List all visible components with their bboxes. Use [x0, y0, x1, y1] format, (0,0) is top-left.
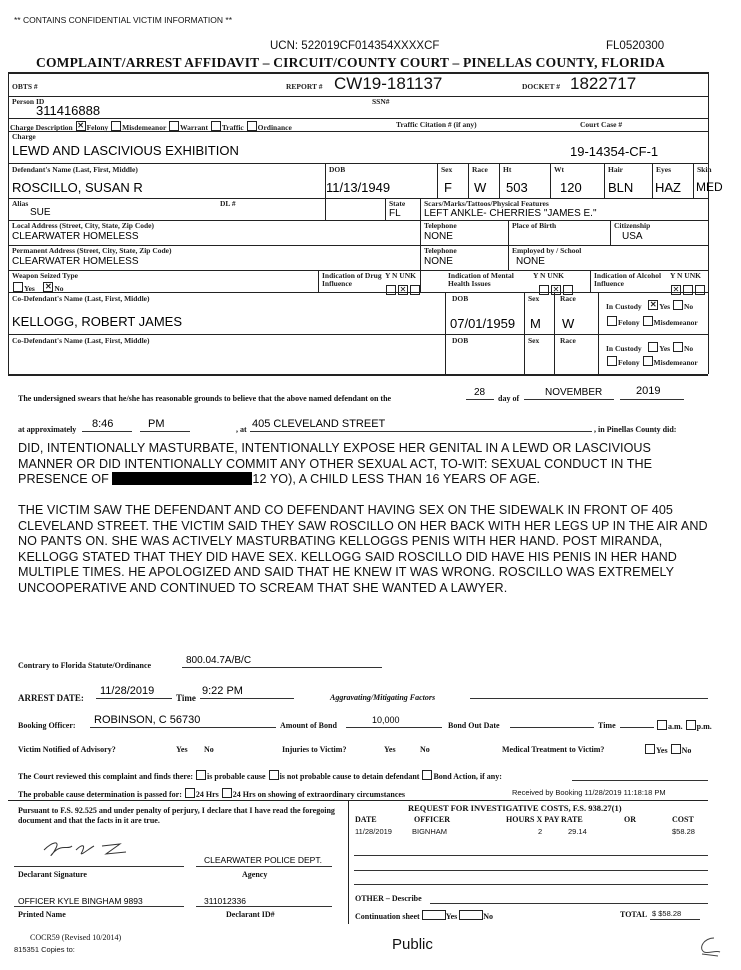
- defendant-hair: BLN: [608, 180, 634, 195]
- race-label: Race: [472, 165, 488, 174]
- hrs24-checkbox[interactable]: [185, 788, 195, 798]
- alias-label: Alias: [12, 199, 29, 208]
- probable-checkbox[interactable]: [196, 770, 206, 780]
- charge-desc-row: [10, 121, 292, 132]
- alcohol-unk-checkbox[interactable]: [695, 285, 705, 295]
- codef1-misd: Misdemeanor: [653, 318, 698, 327]
- printed-name: OFFICER KYLE BINGHAM 9893: [18, 896, 143, 906]
- ucn-number: UCN: 522019CF014354XXXXCF: [270, 40, 440, 52]
- border-left: [8, 72, 9, 374]
- county-did-label: , in Pinellas County did:: [594, 425, 677, 434]
- document-title: COMPLAINT/ARREST AFFIDAVIT – CIRCUIT/COUNTY COURT – PINELLAS COUNTY, FLORIDA: [36, 55, 665, 70]
- form-revision: COCR59 (Revised 10/2014): [30, 933, 122, 942]
- divider: [610, 220, 611, 245]
- divider: [437, 163, 438, 198]
- citizenship-label: Citizenship: [614, 221, 651, 230]
- person-id: 311416888: [36, 103, 101, 118]
- citizenship: USA: [622, 231, 643, 242]
- defendant-state: FL: [389, 208, 401, 219]
- initial-mark: [694, 934, 724, 958]
- determination-row: [18, 788, 405, 799]
- underline: [524, 399, 614, 400]
- declarant-id: 311012336: [204, 896, 246, 906]
- ordinance-checkbox[interactable]: [247, 121, 257, 131]
- bond-action-checkbox[interactable]: [422, 770, 432, 780]
- victim-notified-yes[interactable]: Yes: [176, 745, 188, 754]
- costs-title: REQUEST FOR INVESTIGATIVE COSTS, F.S. 938.27(1): [408, 803, 622, 813]
- probable-label: is probable cause: [207, 772, 266, 781]
- codef2-custody-no-checkbox[interactable]: [673, 342, 683, 352]
- perjury-text: Pursuant to F.S. 92.525 and under penalty of perjury, I declare that I have read the foregoing document and that the facts in it are true.: [18, 806, 335, 825]
- codef1-custody-yes-checkbox[interactable]: [648, 300, 658, 310]
- continuation-yes-box[interactable]: [422, 910, 446, 920]
- underline: [140, 431, 190, 432]
- hrs24-extra-label: 24 Hrs on showing of extraordinary circumstances: [232, 790, 406, 799]
- codef2-custody-label: In Custody: [606, 344, 642, 353]
- costs-date: 11/28/2019: [355, 827, 392, 836]
- arrest-date-label: ARREST DATE:: [18, 693, 84, 703]
- codef2-felony-checkbox[interactable]: [607, 356, 617, 366]
- defendant-sex: F: [444, 180, 452, 195]
- hrs24-label: 24 Hrs: [195, 790, 219, 799]
- divider: [468, 163, 469, 198]
- rule: [8, 334, 708, 335]
- rule: [8, 800, 708, 801]
- perm-address: CLEARWATER HOMELESS: [12, 256, 139, 267]
- court-case-number: 19-14354-CF-1: [570, 144, 659, 159]
- form-code: FL0520300: [606, 40, 665, 52]
- defendant-skin: MED: [696, 180, 723, 194]
- felony-label: Felony: [86, 123, 109, 132]
- person-id-label: Person ID: [12, 97, 45, 106]
- telephone: NONE: [424, 231, 453, 242]
- am-checkbox[interactable]: [657, 720, 667, 730]
- at-approx-label: at approximately: [18, 425, 77, 434]
- officer-signature: [42, 836, 152, 862]
- court-review-label: The Court reviewed this complaint and finds there:: [18, 772, 194, 781]
- codef1-custody-yes: Yes: [659, 302, 671, 311]
- ssn-label: SSN#: [372, 97, 390, 106]
- dl-label: DL #: [220, 199, 236, 208]
- underline: [14, 866, 184, 867]
- telephone2: NONE: [424, 256, 453, 267]
- public-stamp: Public: [392, 936, 433, 953]
- codef1-race-label: Race: [560, 294, 576, 303]
- underline: [200, 698, 294, 699]
- misdemeanor-label: Misdemeanor: [122, 123, 167, 132]
- bond-label: Amount of Bond: [280, 721, 337, 730]
- received-by-booking: Received by Booking 11/28/2019 11:18:18 PM: [512, 788, 666, 797]
- divider: [499, 163, 500, 198]
- divider: [420, 198, 421, 292]
- bond-amount: 10,000: [372, 715, 400, 725]
- injuries-no[interactable]: No: [420, 745, 430, 754]
- agency: CLEARWATER POLICE DEPT.: [204, 855, 322, 865]
- divider: [550, 163, 551, 198]
- sex-label: Sex: [441, 165, 453, 174]
- obts-label: OBTS #: [12, 82, 38, 91]
- codef2-custody-yes-checkbox[interactable]: [648, 342, 658, 352]
- charge-label: Charge: [12, 132, 36, 141]
- codef2-dob-label: DOB: [452, 336, 469, 345]
- codef2-level: [606, 356, 698, 367]
- continuation-no-box[interactable]: [459, 910, 483, 920]
- codef1-custody-no-checkbox[interactable]: [673, 300, 683, 310]
- mental-label: Indication of Mental Health Issues: [448, 271, 514, 288]
- underline: [620, 727, 654, 728]
- offense-time: 8:46: [92, 418, 114, 430]
- defendant-name: ROSCILLO, SUSAN R: [12, 180, 143, 195]
- hrs24-extra-checkbox[interactable]: [222, 788, 232, 798]
- mental-y-checkbox[interactable]: [539, 285, 549, 295]
- felony-checkbox[interactable]: [76, 121, 86, 131]
- underline: [196, 866, 332, 867]
- rule: [8, 292, 708, 293]
- employed: NONE: [516, 256, 545, 267]
- medical-no: No: [681, 746, 692, 755]
- divider: [652, 163, 653, 198]
- drug-y-checkbox[interactable]: [386, 285, 396, 295]
- defendant-dob: 11/13/1949: [326, 180, 391, 195]
- codef1-name: KELLOGG, ROBERT JAMES: [12, 314, 183, 329]
- codef1-sex: M: [530, 316, 541, 331]
- underline: [354, 855, 708, 856]
- booking-officer-label: Booking Officer:: [18, 721, 76, 730]
- defendant-eyes: HAZ: [655, 180, 681, 195]
- codef1-felony-checkbox[interactable]: [607, 316, 617, 326]
- underline: [182, 667, 382, 668]
- underline: [510, 727, 594, 728]
- telephone-label: Telephone: [424, 221, 457, 230]
- codef1-dob: 07/01/1959: [450, 316, 516, 331]
- medical-label: Medical Treatment to Victim?: [502, 745, 605, 754]
- telephone2-label: Telephone: [424, 246, 457, 255]
- swear-text: The undersigned swears that he/she has reasonable grounds to believe that the above named defendant on the: [18, 394, 392, 403]
- charge-name: LEWD AND LASCIVIOUS EXHIBITION: [12, 143, 239, 158]
- weapon-yes-checkbox[interactable]: [13, 282, 23, 292]
- mental-yn-header: Y N UNK: [533, 271, 564, 280]
- pob-label: Place of Birth: [512, 221, 557, 230]
- rule: [8, 198, 708, 199]
- underline: [572, 780, 708, 781]
- offense-ampm: PM: [148, 418, 165, 430]
- underline: [354, 884, 708, 885]
- medical-options: [644, 744, 691, 755]
- codef2-custody: [606, 342, 693, 353]
- rule: [8, 374, 708, 376]
- divider: [554, 292, 555, 374]
- costs-date-header: DATE: [355, 815, 377, 824]
- drug-yn-header: Y N UNK: [385, 271, 416, 280]
- hair-label: Hair: [608, 165, 623, 174]
- charge-text-2: 12 YO), A CHILD LESS THAN 16 YEARS OF AGE.: [252, 472, 541, 487]
- drug-unk-checkbox[interactable]: [410, 285, 420, 295]
- statute: 800.04.7A/B/C: [186, 655, 252, 666]
- offense-location: 405 CLEVELAND STREET: [252, 418, 386, 430]
- ordinance-label: Ordinance: [257, 123, 292, 132]
- codef1-name-label: Co-Defendant's Name (Last, First, Middle): [12, 294, 150, 303]
- divider: [604, 163, 605, 198]
- dob-label: DOB: [329, 165, 346, 174]
- copies-to: 815351 Copies to:: [14, 945, 75, 954]
- defendant-race: W: [474, 180, 487, 195]
- weapon-no-label: No: [54, 284, 64, 293]
- underline: [620, 399, 684, 400]
- injuries-yes[interactable]: Yes: [384, 745, 396, 754]
- underline: [14, 906, 184, 907]
- defendant-scars: LEFT ANKLE- CHERRIES "JAMES E.": [424, 208, 597, 219]
- continuation-no: No: [483, 912, 494, 921]
- underline: [346, 727, 442, 728]
- codef1-custody-label: In Custody: [606, 302, 642, 311]
- redaction-bar: [112, 472, 252, 485]
- underline: [650, 919, 700, 920]
- victim-notified-label: Victim Notified of Advisory?: [18, 745, 116, 754]
- not-probable-checkbox[interactable]: [269, 770, 279, 780]
- codef2-misd: Misdemeanor: [653, 358, 698, 367]
- employed-label: Employed by / School: [512, 246, 582, 255]
- court-review-row: [18, 770, 502, 781]
- medical-yes: Yes: [656, 746, 668, 755]
- pm-label: p.m.: [696, 722, 712, 731]
- codef2-sex-label: Sex: [528, 336, 540, 345]
- underline: [196, 906, 332, 907]
- citation-label: Traffic Citation # (if any): [396, 120, 477, 129]
- arrest-date: 11/28/2019: [100, 685, 155, 697]
- divider: [445, 292, 446, 374]
- local-address: CLEARWATER HOMELESS: [12, 231, 139, 242]
- agency-label: Agency: [242, 870, 268, 879]
- narrative: THE VICTIM SAW THE DEFENDANT AND CO DEFENDANT HAVING SEX ON THE SIDEWALK IN FRONT OF 405 CLEVELAND STREET. THE VICTIM SAID THEY SAW ROSCILLO ON HER BACK WITH HER LEGS UP IN THE AIR AND NO PANTS ON. SHE WAS ACTIVELY MASTURBATING KELLOGGS PENIS WITH HER HAND. POST MIRANDA, KELLOGG STATED THAT THEY DID HAVE SEX. KELLOGG SAID ROSCILLO DID HAVE HIS PENIS IN HER HAND MULTIPLE TIMES. HE APOLOGIZED AND SAID THAT HE KNEW IT WAS WRONG. ROSCILLO WAS EXTREMELY UNCOOPERATIVE AND CONTINUED TO SCREAM THAT SHE WANTED A LAWYER.: [18, 503, 708, 595]
- border-right: [708, 72, 709, 374]
- underline: [466, 399, 494, 400]
- day-of-label: day of: [498, 394, 520, 403]
- divider: [318, 270, 319, 292]
- codef2-name-label: Co-Defendant's Name (Last, First, Middle): [12, 336, 150, 345]
- codef1-level: [606, 316, 698, 327]
- scars-label: Scars/Marks/Tattoos/Physical Features: [424, 199, 549, 208]
- docket-label: DOCKET #: [522, 82, 560, 91]
- defendant-weight: 120: [560, 180, 582, 195]
- other-label: OTHER – Describe: [355, 894, 422, 903]
- booking-officer: ROBINSON, C 56730: [94, 714, 201, 726]
- weight-label: Wt: [554, 165, 564, 174]
- underline: [250, 431, 592, 432]
- alcohol-yn-header: Y N UNK: [670, 271, 701, 280]
- statute-label: Contrary to Florida Statute/Ordinance: [18, 661, 152, 670]
- ampm-options: [656, 720, 712, 731]
- continuation-row: [355, 910, 493, 921]
- height-label: Ht: [503, 165, 512, 174]
- offense-month: NOVEMBER: [545, 387, 603, 398]
- defendant-alias: SUE: [30, 207, 51, 218]
- traffic-checkbox[interactable]: [211, 121, 221, 131]
- codef1-custody-no: No: [683, 302, 694, 311]
- divider: [693, 163, 694, 198]
- time2-label: Time: [598, 721, 616, 730]
- drug-checkboxes: [385, 281, 421, 299]
- misdemeanor-checkbox[interactable]: [111, 121, 121, 131]
- perm-address-label: Permanent Address (Street, City, State, Zip Code): [12, 246, 172, 255]
- codef1-race: W: [562, 316, 575, 331]
- alcohol-label: Indication of Alcohol Influence: [594, 271, 662, 288]
- continuation-yes: Yes: [445, 912, 458, 921]
- state-label: State: [389, 199, 406, 208]
- costs-cost: $58.28: [672, 827, 695, 836]
- costs-hours: 2: [538, 827, 543, 836]
- total-label: TOTAL: [620, 910, 648, 919]
- charge-statement: [18, 441, 708, 488]
- victim-notified-no[interactable]: No: [204, 745, 214, 754]
- not-probable-label: is not probable cause to detain defendant: [279, 772, 420, 781]
- alcohol-n-checkbox[interactable]: [683, 285, 693, 295]
- underline: [82, 431, 132, 432]
- divider: [598, 292, 599, 374]
- weapon-no-checkbox[interactable]: [43, 282, 53, 292]
- costs-or-header: OR: [624, 815, 636, 824]
- offense-day: 28: [474, 387, 486, 398]
- declarant-id-label: Declarant ID#: [226, 910, 275, 919]
- arrest-time-label: Time: [176, 693, 196, 703]
- report-number: CW19-181137: [334, 74, 443, 93]
- printed-name-label: Printed Name: [18, 910, 66, 919]
- arrest-time: 9:22 PM: [202, 685, 243, 697]
- local-address-label: Local Address (Street, City, State, Zip Code): [12, 221, 155, 230]
- weapon-options: [12, 282, 64, 293]
- codef1-custody: [606, 300, 693, 311]
- costs-officer-header: OFFICER: [414, 815, 450, 824]
- codef1-felony: Felony: [618, 318, 640, 327]
- codef2-misd-checkbox[interactable]: [643, 356, 653, 366]
- divider: [348, 800, 349, 924]
- pm-checkbox[interactable]: [686, 720, 696, 730]
- alcohol-checkboxes: [670, 281, 706, 299]
- codef1-sex-label: Sex: [528, 294, 540, 303]
- drug-n-checkbox[interactable]: [398, 285, 408, 295]
- injuries-label: Injuries to Victim?: [282, 745, 347, 754]
- am-label: a.m.: [668, 722, 683, 731]
- determination-label: The probable cause determination is passed for:: [18, 790, 182, 799]
- underline: [430, 903, 708, 904]
- codef2-custody-no: No: [683, 344, 694, 353]
- rule: [8, 96, 708, 97]
- costs-officer: BIGNHAM: [412, 827, 448, 836]
- codef2-felony: Felony: [618, 358, 640, 367]
- rule: [8, 118, 708, 119]
- skin-label: Skin: [697, 165, 712, 174]
- charge-text-1: DID, INTENTIONALLY MASTURBATE, INTENTIONALLY EXPOSE HER GENITAL IN A LEWD OR LASCIVIOUS MANNER OR DID INTENTIONALLY COMMIT ANY OTHER SEXUAL ACT, TO-WIT: SEXUAL CONDUCT IN THE PRESENCE OF: [18, 441, 653, 487]
- warrant-checkbox[interactable]: [169, 121, 179, 131]
- weapon-yes-label: Yes: [24, 284, 35, 293]
- traffic-label: Traffic: [221, 123, 244, 132]
- docket-number: 1822717: [570, 74, 637, 93]
- weapon-label: Weapon Seized Type: [12, 271, 78, 280]
- court-case-label: Court Case #: [580, 120, 623, 129]
- total-amount: $ $58.28: [652, 909, 682, 918]
- drug-label: Indication of Drug Influence: [322, 271, 382, 288]
- codef2-custody-yes: Yes: [659, 344, 671, 353]
- alcohol-y-checkbox[interactable]: [671, 285, 681, 295]
- defendant-height: 503: [506, 180, 528, 195]
- costs-rate: 29.14: [568, 827, 587, 836]
- aggravating-label: Aggravating/Mitigating Factors: [330, 693, 436, 702]
- report-label: REPORT #: [286, 82, 323, 91]
- warrant-label: Warrant: [180, 123, 208, 132]
- underline: [354, 870, 708, 871]
- bond-action-label: Bond Action, if any:: [433, 772, 502, 781]
- charge-desc-label: Charge Description: [10, 123, 73, 132]
- underline: [96, 698, 172, 699]
- confidential-notice: ** CONTAINS CONFIDENTIAL VICTIM INFORMATION **: [14, 15, 233, 25]
- medical-no-checkbox[interactable]: [671, 744, 681, 754]
- at-label: , at: [236, 425, 247, 434]
- medical-yes-checkbox[interactable]: [645, 744, 655, 754]
- eyes-label: Eyes: [656, 165, 671, 174]
- divider: [524, 292, 525, 374]
- declarant-sig-label: Declarant Signature: [18, 870, 87, 879]
- offense-year: 2019: [636, 385, 661, 397]
- continuation-label: Continuation sheet: [355, 912, 420, 921]
- codef1-misd-checkbox[interactable]: [643, 316, 653, 326]
- codef2-race-label: Race: [560, 336, 576, 345]
- underline: [470, 698, 708, 699]
- divider: [385, 198, 386, 220]
- rule: [8, 163, 708, 164]
- costs-hours-header: HOURS X PAY RATE: [506, 815, 583, 824]
- bond-out-label: Bond Out Date: [448, 721, 500, 730]
- divider: [590, 270, 591, 292]
- defendant-name-label: Defendant's Name (Last, First, Middle): [12, 165, 138, 174]
- divider: [508, 220, 509, 270]
- codef1-dob-label: DOB: [452, 294, 469, 303]
- costs-cost-header: COST: [672, 815, 694, 824]
- underline: [90, 727, 276, 728]
